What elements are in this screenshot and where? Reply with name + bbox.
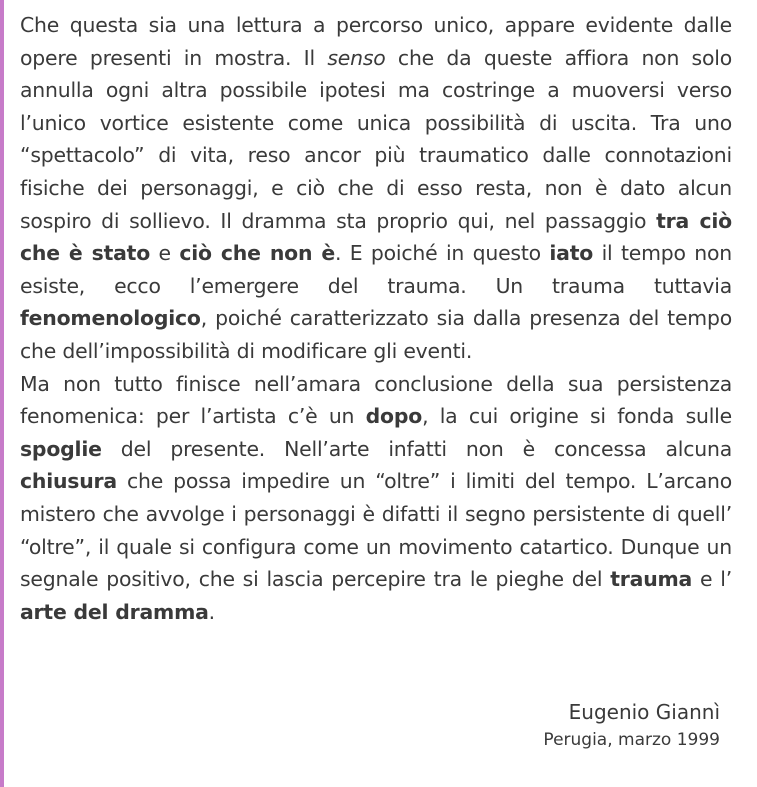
- p1-italic-senso: senso: [327, 45, 386, 70]
- p2-bold-arte-del-dramma: arte del dramma: [20, 599, 209, 624]
- p1-text-3: e: [150, 241, 180, 266]
- essay-text: [20, 9, 732, 628]
- page-left-edge: [0, 0, 4, 787]
- p1-text-5: il tempo non esiste, ecco l’emergere del trauma. Un trauma tuttavia: [20, 241, 732, 298]
- p1-text-2: che da queste affiora non solo annulla ogni altra possibile ipotesi ma costringe a muoversi verso l’unico vortice esistente come unica possibilità di uscita. Tra uno “spettacolo” di vita, reso ancor più traumatico dalle connotazioni fisiche dei personaggi, e ciò che di esso resta, non è dato alcun sospiro di sollievo. Il dramma sta proprio qui, nel passaggio: [20, 45, 732, 233]
- p2-text-2: , la cui origine si fonda sulle: [422, 404, 732, 429]
- p2-bold-spoglie: spoglie: [20, 436, 102, 461]
- place-date: Perugia, marzo 1999: [543, 730, 720, 750]
- p1-bold-tra-cio-che-e-stato: tra ciò che è stato: [20, 208, 732, 266]
- p2-bold-chiusura: chiusura: [20, 469, 117, 494]
- p1-text-6: , poiché caratterizzato sia dalla presenza del tempo che dell’impossibilità di modificare gli eventi.: [20, 306, 732, 363]
- p2-text-3: del presente. Nell’arte infatti non è concessa alcuna: [101, 436, 732, 461]
- p2-text-1: Ma non tutto finisce nell’amara conclusione della sua persistenza fenomenica: per l’artista c’è un: [20, 371, 732, 429]
- p1-text-4: . E poiché in questo: [335, 241, 550, 266]
- p1-bold-cio-che-non-e: ciò che non è: [179, 241, 335, 266]
- author-name: Eugenio Giannì: [568, 700, 720, 724]
- signature-block: [543, 697, 720, 753]
- p2-text-4: che possa impedire un “oltre” i limiti del tempo. L’arcano mistero che avvolge i personaggi è difatti il segno persistente di quell’ “oltre”, il quale si configura come un movimento catartico. Dunque un segnale positivo, che si lascia percepire tra le pieghe del: [20, 469, 732, 592]
- p1-bold-iato: iato: [549, 241, 594, 266]
- paragraph-2: [20, 368, 732, 629]
- p1-text-1: Che questa sia una lettura a percorso unico, appare evidente dalle opere presenti in mostra. Il: [20, 13, 732, 70]
- paragraph-1: [20, 9, 732, 368]
- p2-bold-trauma: trauma: [610, 567, 693, 592]
- p1-bold-fenomenologico: fenomenologico: [20, 306, 201, 331]
- p2-text-6: .: [208, 599, 215, 624]
- p2-text-5: e l’: [692, 567, 732, 592]
- p2-bold-dopo: dopo: [365, 404, 423, 429]
